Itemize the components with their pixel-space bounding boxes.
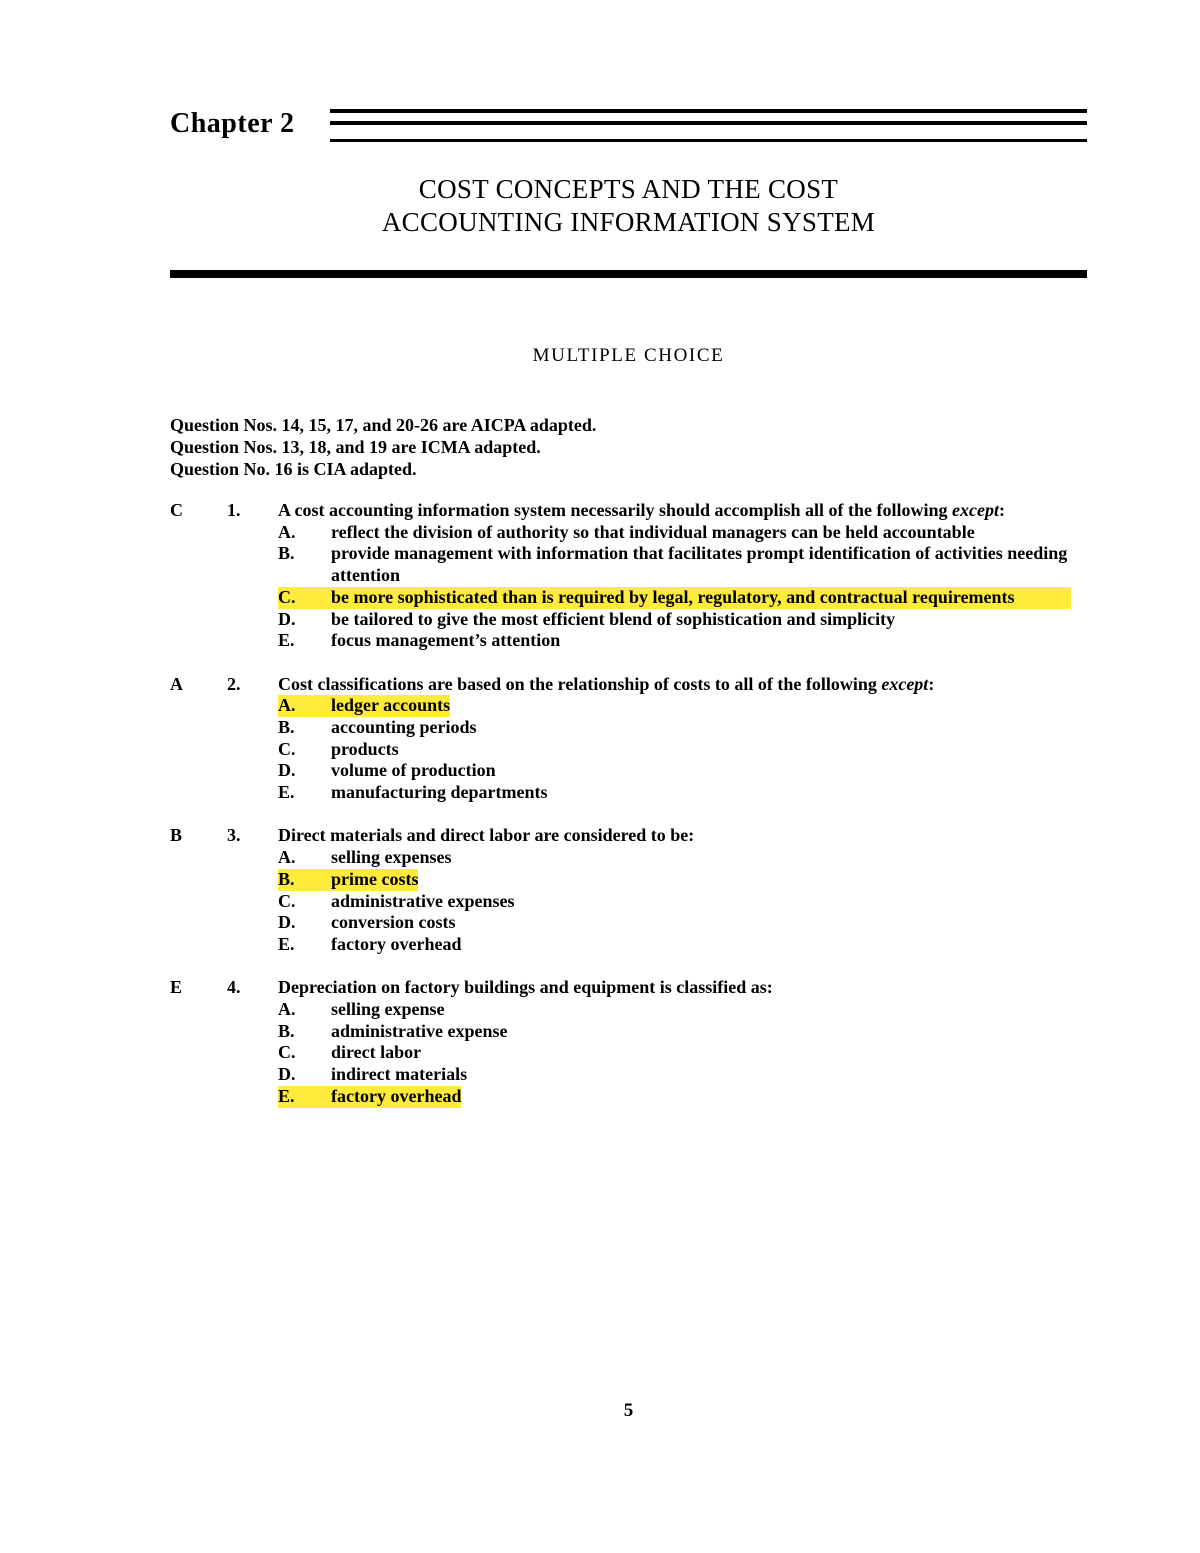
choice: [278, 522, 1087, 544]
question-stem-text: Depreciation on factory buildings and equipment is classified as:: [278, 977, 773, 998]
choice: [278, 760, 1087, 782]
question-stem-tail: :: [928, 673, 935, 694]
question-row: [170, 825, 1087, 847]
chapter-label: Chapter 2: [170, 108, 295, 139]
chapter-title-line-2: ACCOUNTING INFORMATION SYSTEM: [381, 207, 876, 237]
choice-letter: C.: [278, 1042, 296, 1063]
question-row: [170, 977, 1087, 999]
choice-content: [278, 760, 496, 782]
answer-key: A: [170, 673, 183, 694]
choice-content: [278, 891, 515, 913]
choice: [278, 912, 1087, 934]
choice-text: reflect the division of authority so that individual managers can be held accountable: [331, 521, 975, 542]
choice: [278, 847, 1087, 869]
header-rule: [330, 121, 1087, 125]
choice: [278, 630, 1087, 652]
choice-letter: D.: [278, 912, 296, 933]
question-stem-emphasis: except: [881, 673, 929, 694]
choice-content: [278, 609, 895, 631]
question-stem: [278, 825, 694, 847]
choice-content: [278, 717, 477, 739]
choice-correct: [278, 1086, 1087, 1108]
choice: [278, 1042, 1087, 1064]
choice-letter: E.: [278, 933, 295, 954]
choice-text: focus management’s attention: [331, 630, 561, 651]
choice-letter: D.: [278, 760, 296, 781]
choice-text: selling expense: [331, 999, 445, 1020]
choice-letter: D.: [278, 608, 296, 629]
question-row: [170, 500, 1087, 522]
choice-text: prime costs: [331, 868, 419, 889]
choice-text: administrative expense: [331, 1020, 508, 1041]
choice: [278, 934, 1087, 956]
question-stem-tail: :: [998, 500, 1005, 520]
question-stem: [278, 977, 773, 999]
choice-letter: C.: [278, 890, 296, 911]
question-stem-text: Direct materials and direct labor are considered to be:: [278, 825, 695, 846]
question-stem-text: Cost classifications are based on the relationship of costs to all of the following: [278, 673, 882, 694]
choice-text: be more sophisticated than is required by legal, regulatory, and contractual requirements: [331, 586, 1015, 607]
answer-key: E: [170, 977, 183, 998]
choice-letter: B.: [278, 868, 295, 889]
choice-correct: [278, 587, 1087, 609]
choice-text: factory overhead: [331, 1085, 462, 1106]
choice-letter: E.: [278, 630, 295, 651]
section-title: MULTIPLE CHOICE: [532, 345, 725, 366]
choice-letter: A.: [278, 847, 296, 868]
header-rule: [330, 109, 1087, 113]
chapter-title-line-1: COST CONCEPTS AND THE COST: [418, 174, 839, 204]
choice-letter: B.: [278, 1020, 295, 1041]
choice-text: direct labor: [331, 1042, 422, 1063]
choice-content: [278, 587, 1071, 609]
choice-content: [278, 782, 548, 804]
choice-text: selling expenses: [331, 847, 452, 868]
choice: [278, 891, 1087, 913]
choice-correct: [278, 869, 1087, 891]
choice: [278, 717, 1087, 739]
question-number: 1.: [227, 500, 241, 520]
question-item: [170, 674, 1087, 804]
source-notes: [170, 414, 596, 480]
choice-content: [278, 847, 452, 869]
choice-letter: E.: [278, 1085, 295, 1106]
choice-text: ledger accounts: [331, 695, 451, 716]
choice-letter: A.: [278, 695, 296, 716]
choice-content: [278, 869, 418, 891]
choice-letter: B.: [278, 716, 295, 737]
question-item: [170, 825, 1087, 955]
choice: [278, 1021, 1087, 1043]
question-number: 3.: [227, 825, 241, 846]
choice-content: [278, 739, 399, 761]
choice-letter: B.: [278, 543, 295, 564]
question-item: [170, 500, 1087, 652]
title-divider: [170, 270, 1087, 278]
choice-text: provide management with information that facilitates prompt identification of activities needing attention: [331, 543, 1068, 586]
choice: [278, 1064, 1087, 1086]
choice-content: [278, 522, 975, 544]
choice-content: [278, 1064, 467, 1086]
question-stem: [278, 674, 934, 696]
question-number: 4.: [227, 977, 241, 998]
choice: [278, 739, 1087, 761]
choice-content: [278, 1021, 507, 1043]
choice: [278, 999, 1087, 1021]
question-list: [170, 500, 1087, 1129]
choice: [278, 782, 1087, 804]
choice-content: [278, 695, 450, 717]
choice-letter: A.: [278, 999, 296, 1020]
choice-text: products: [331, 738, 399, 759]
choice-content: [278, 543, 1071, 586]
choice-content: [278, 999, 445, 1021]
choice-content: [278, 1086, 461, 1108]
header-rule: [330, 139, 1087, 142]
choice-text: administrative expenses: [331, 890, 515, 911]
source-note: Question Nos. 14, 15, 17, and 20-26 are AICPA adapted.: [170, 415, 597, 435]
question-row: [170, 674, 1087, 696]
choice-content: [278, 934, 461, 956]
choice-text: manufacturing departments: [331, 782, 548, 803]
question-number: 2.: [227, 673, 241, 694]
choice-letter: D.: [278, 1064, 296, 1085]
question-stem-text: A cost accounting information system necessarily should accomplish all of the following: [278, 500, 952, 520]
choice-content: [278, 912, 456, 934]
chapter-header: [170, 106, 1087, 146]
choice: [278, 609, 1087, 631]
question-item: [170, 977, 1087, 1107]
question-stem-emphasis: except: [952, 500, 999, 520]
question-stem: [278, 500, 1005, 522]
answer-key: C: [170, 500, 183, 520]
choice-letter: A.: [278, 521, 296, 542]
choice-letter: C.: [278, 586, 296, 607]
choice-text: factory overhead: [331, 933, 462, 954]
source-note: Question Nos. 13, 18, and 19 are ICMA adapted.: [170, 437, 541, 457]
choice-letter: E.: [278, 782, 295, 803]
page-number: 5: [623, 1400, 634, 1421]
choice-text: accounting periods: [331, 716, 477, 737]
answer-key: B: [170, 825, 183, 846]
source-note: Question No. 16 is CIA adapted.: [170, 459, 417, 479]
choice-content: [278, 630, 560, 652]
choice-text: conversion costs: [331, 912, 456, 933]
choice-text: indirect materials: [331, 1064, 468, 1085]
choice-text: volume of production: [331, 760, 496, 781]
choice-correct: [278, 695, 1087, 717]
choice-letter: C.: [278, 738, 296, 759]
choice-text: be tailored to give the most efficient blend of sophistication and simplicity: [331, 608, 896, 629]
choice: [278, 543, 1087, 586]
choice-content: [278, 1042, 421, 1064]
